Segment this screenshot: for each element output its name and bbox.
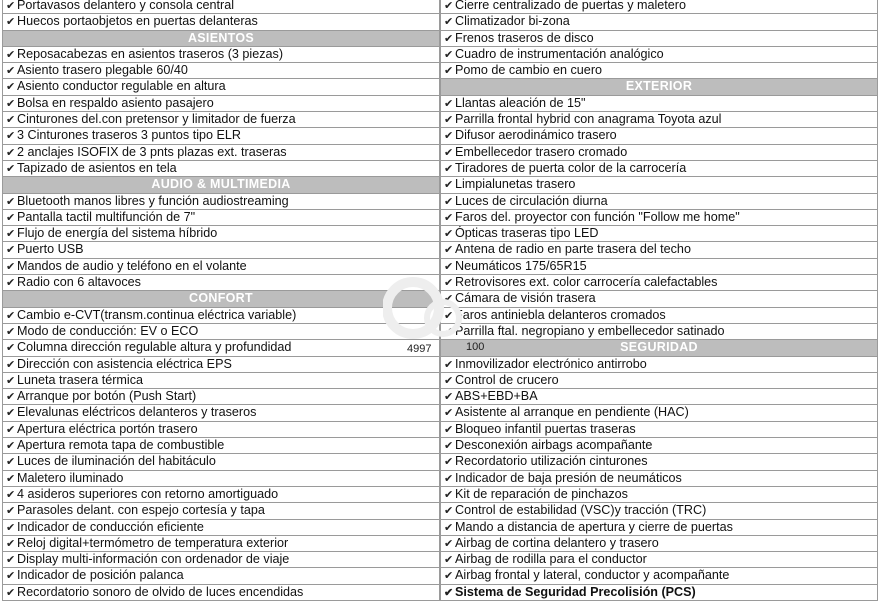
equipment-item xyxy=(2,308,440,324)
equipment-item-label: Dirección con asistencia eléctrica EPS xyxy=(17,356,232,371)
equipment-item xyxy=(2,96,440,112)
equipment-item xyxy=(440,210,878,226)
checkmark-icon: ✔ xyxy=(6,325,16,338)
equipment-item xyxy=(2,568,440,584)
equipment-item xyxy=(440,242,878,258)
equipment-item xyxy=(440,373,878,389)
checkmark-icon: ✔ xyxy=(6,456,16,469)
equipment-item-label: Parrilla frontal hybrid con anagrama Toyota azul xyxy=(455,112,722,127)
equipment-item xyxy=(2,112,440,128)
equipment-item-label: Arranque por botón (Push Start) xyxy=(17,389,197,404)
equipment-item xyxy=(440,389,878,405)
checkmark-icon: ✔ xyxy=(6,342,16,355)
equipment-item xyxy=(2,275,440,291)
equipment-item xyxy=(2,0,440,14)
equipment-item xyxy=(440,63,878,79)
checkmark-icon: ✔ xyxy=(6,505,16,518)
equipment-item xyxy=(440,291,878,307)
checkmark-icon: ✔ xyxy=(6,423,16,436)
checkmark-icon: ✔ xyxy=(6,114,16,127)
checkmark-icon: ✔ xyxy=(444,97,454,110)
checkmark-icon: ✔ xyxy=(444,423,454,436)
equipment-item xyxy=(2,145,440,161)
equipment-item xyxy=(440,112,878,128)
checkmark-icon: ✔ xyxy=(444,488,454,501)
checkmark-icon: ✔ xyxy=(444,32,454,45)
checkmark-icon: ✔ xyxy=(444,277,454,290)
checkmark-icon: ✔ xyxy=(6,0,16,12)
equipment-item-label: Control de estabilidad (VSC)y tracción (TRC) xyxy=(455,503,707,518)
equipment-item xyxy=(2,536,440,552)
checkmark-icon: ✔ xyxy=(444,570,454,583)
equipment-item-label: Airbag de cortina delantero y trasero xyxy=(455,535,659,550)
equipment-item xyxy=(2,520,440,536)
equipment-item xyxy=(2,585,440,601)
equipment-item-label: Bolsa en respaldo asiento pasajero xyxy=(17,95,214,110)
equipment-item-label: Cambio e-CVT(transm.continua eléctrica variable) xyxy=(17,307,297,322)
section-header: EXTERIOR xyxy=(440,79,878,95)
equipment-item-label: ABS+EBD+BA xyxy=(455,389,538,404)
checkmark-icon: ✔ xyxy=(6,81,16,94)
equipment-item-label: Airbag frontal y lateral, conductor y acompañante xyxy=(455,568,730,583)
equipment-item-label: Luces de iluminación del habitáculo xyxy=(17,454,216,469)
section-header: ASIENTOS xyxy=(2,31,440,47)
equipment-column-right xyxy=(440,0,878,601)
equipment-sheet xyxy=(2,0,878,601)
equipment-item-label: Neumáticos 175/65R15 xyxy=(455,258,587,273)
equipment-item xyxy=(2,47,440,63)
equipment-item xyxy=(440,471,878,487)
section-header: AUDIO & MULTIMEDIA xyxy=(2,177,440,193)
equipment-item-label: Asiento trasero plegable 60/40 xyxy=(17,63,188,78)
equipment-item-label: Ópticas traseras tipo LED xyxy=(455,226,599,241)
equipment-item xyxy=(2,552,440,568)
equipment-item xyxy=(2,357,440,373)
equipment-item-label: Flujo de energía del sistema híbrido xyxy=(17,226,218,241)
equipment-item xyxy=(440,438,878,454)
equipment-item-label: Retrovisores ext. color carrocería calefactables xyxy=(455,275,718,290)
checkmark-icon: ✔ xyxy=(444,179,454,192)
checkmark-icon: ✔ xyxy=(444,260,454,273)
checkmark-icon: ✔ xyxy=(6,488,16,501)
equipment-item-label: Portavasos delantero y consola central xyxy=(17,0,235,12)
checkmark-icon: ✔ xyxy=(444,358,454,371)
equipment-item xyxy=(2,210,440,226)
equipment-item xyxy=(440,194,878,210)
equipment-item-label: Cámara de visión trasera xyxy=(455,291,596,306)
equipment-item-label: Antena de radio en parte trasera del techo xyxy=(455,242,691,257)
checkmark-icon: ✔ xyxy=(6,374,16,387)
checkmark-icon: ✔ xyxy=(6,554,16,567)
checkmark-icon: ✔ xyxy=(444,554,454,567)
equipment-item xyxy=(2,405,440,421)
checkmark-icon: ✔ xyxy=(444,146,454,159)
equipment-item-label: Recordatorio utilización cinturones xyxy=(455,454,648,469)
checkmark-icon: ✔ xyxy=(6,211,16,224)
equipment-item-label: Tapizado de asientos en tela xyxy=(17,160,177,175)
equipment-item-label: Indicador de posición palanca xyxy=(17,568,184,583)
checkmark-icon: ✔ xyxy=(444,65,454,78)
equipment-item-label: Cuadro de instrumentación analógico xyxy=(455,46,664,61)
equipment-item xyxy=(2,14,440,30)
equipment-item xyxy=(440,47,878,63)
equipment-item-label: Asistente al arranque en pendiente (HAC) xyxy=(455,405,689,420)
equipment-item xyxy=(440,536,878,552)
equipment-item-label: Parrilla ftal. negropiano y embellecedor satinado xyxy=(455,323,725,338)
equipment-item-label: Recordatorio sonoro de olvido de luces encendidas xyxy=(17,584,304,599)
equipment-item-label: 3 Cinturones traseros 3 puntos tipo ELR xyxy=(17,128,242,143)
equipment-item xyxy=(2,194,440,210)
equipment-item xyxy=(2,79,440,95)
checkmark-icon: ✔ xyxy=(6,586,16,599)
equipment-item-label: Indicador de conducción eficiente xyxy=(17,519,204,534)
checkmark-icon: ✔ xyxy=(6,472,16,485)
equipment-item xyxy=(2,259,440,275)
equipment-item-label: Faros del. proyector con función "Follow me home" xyxy=(455,209,740,224)
equipment-item-label: Difusor aerodinámico trasero xyxy=(455,128,617,143)
equipment-item xyxy=(440,454,878,470)
equipment-item-label: Cinturones del.con pretensor y limitador de fuerza xyxy=(17,112,296,127)
equipment-item xyxy=(2,471,440,487)
equipment-item-label: Sistema de Seguridad Precolisión (PCS) xyxy=(455,584,696,599)
checkmark-icon: ✔ xyxy=(444,440,454,453)
checkmark-icon: ✔ xyxy=(6,407,16,420)
equipment-item xyxy=(440,161,878,177)
equipment-item-label: Apertura remota tapa de combustible xyxy=(17,438,225,453)
checkmark-icon: ✔ xyxy=(6,309,16,322)
equipment-item-label: Pantalla tactil multifunción de 7" xyxy=(17,209,196,224)
equipment-item-label: Llantas aleación de 15" xyxy=(455,95,586,110)
checkmark-icon: ✔ xyxy=(6,195,16,208)
checkmark-icon: ✔ xyxy=(6,48,16,61)
equipment-item xyxy=(440,177,878,193)
equipment-column-left xyxy=(2,0,440,601)
checkmark-icon: ✔ xyxy=(444,309,454,322)
checkmark-icon: ✔ xyxy=(6,228,16,241)
equipment-item-label: Airbag de rodilla para el conductor xyxy=(455,552,647,567)
equipment-item-label: Bluetooth manos libres y función audiostreaming xyxy=(17,193,289,208)
checkmark-icon: ✔ xyxy=(444,0,454,12)
section-header: SEGURIDAD xyxy=(440,340,878,356)
equipment-item-label: Indicador de baja presión de neumáticos xyxy=(455,470,682,485)
checkmark-icon: ✔ xyxy=(444,293,454,306)
equipment-item-label: 2 anclajes ISOFIX de 3 pnts plazas ext. traseras xyxy=(17,144,287,159)
equipment-item-label: Columna dirección regulable altura y profundidad xyxy=(17,340,292,355)
checkmark-icon: ✔ xyxy=(444,586,454,599)
equipment-item-label: Faros antiniebla delanteros cromados xyxy=(455,307,666,322)
checkmark-icon: ✔ xyxy=(6,244,16,257)
equipment-item-label: Radio con 6 altavoces xyxy=(17,275,141,290)
checkmark-icon: ✔ xyxy=(444,521,454,534)
equipment-item xyxy=(440,259,878,275)
equipment-item-label: Cierre centralizado de puertas y maletero xyxy=(455,0,686,12)
equipment-item xyxy=(440,275,878,291)
checkmark-icon: ✔ xyxy=(444,374,454,387)
equipment-item-label: Reposacabezas en asientos traseros (3 piezas) xyxy=(17,46,284,61)
checkmark-icon: ✔ xyxy=(6,358,16,371)
equipment-item-label: Apertura eléctrica portón trasero xyxy=(17,421,198,436)
equipment-item xyxy=(2,389,440,405)
equipment-item xyxy=(2,128,440,144)
equipment-item xyxy=(440,226,878,242)
equipment-item-label: Mando a distancia de apertura y cierre de puertas xyxy=(455,519,733,534)
equipment-item-label: Modo de conducción: EV o ECO xyxy=(17,323,199,338)
checkmark-icon: ✔ xyxy=(6,537,16,550)
checkmark-icon: ✔ xyxy=(444,505,454,518)
checkmark-icon: ✔ xyxy=(444,211,454,224)
checkmark-icon: ✔ xyxy=(444,114,454,127)
equipment-item-label: Control de crucero xyxy=(455,372,559,387)
checkmark-icon: ✔ xyxy=(444,195,454,208)
equipment-item-label: Display multi-información con ordenador de viaje xyxy=(17,552,290,567)
equipment-item xyxy=(2,373,440,389)
equipment-item xyxy=(440,520,878,536)
equipment-item-label: Asiento conductor regulable en altura xyxy=(17,79,226,94)
equipment-item xyxy=(440,405,878,421)
checkmark-icon: ✔ xyxy=(6,162,16,175)
equipment-item xyxy=(440,324,878,340)
equipment-item-label: Bloqueo infantil puertas traseras xyxy=(455,421,636,436)
equipment-item xyxy=(2,503,440,519)
equipment-item xyxy=(2,487,440,503)
checkmark-icon: ✔ xyxy=(444,16,454,29)
checkmark-icon: ✔ xyxy=(6,277,16,290)
checkmark-icon: ✔ xyxy=(444,325,454,338)
equipment-item-label: Kit de reparación de pinchazos xyxy=(455,486,628,501)
equipment-item xyxy=(2,242,440,258)
checkmark-icon: ✔ xyxy=(6,570,16,583)
checkmark-icon: ✔ xyxy=(444,162,454,175)
equipment-item-label: Elevalunas eléctricos delanteros y traseros xyxy=(17,405,257,420)
checkmark-icon: ✔ xyxy=(444,456,454,469)
checkmark-icon: ✔ xyxy=(6,130,16,143)
checkmark-icon: ✔ xyxy=(6,260,16,273)
equipment-item xyxy=(2,340,440,356)
equipment-item-label: 4 asideros superiores con retorno amortiguado xyxy=(17,486,279,501)
checkmark-icon: ✔ xyxy=(6,440,16,453)
equipment-item xyxy=(440,128,878,144)
equipment-item-label: Luneta trasera térmica xyxy=(17,372,143,387)
equipment-item-label: Frenos traseros de disco xyxy=(455,30,594,45)
checkmark-icon: ✔ xyxy=(6,521,16,534)
equipment-item-label: Puerto USB xyxy=(17,242,84,257)
watermark-number-right: 100 xyxy=(466,341,485,353)
checkmark-icon: ✔ xyxy=(6,16,16,29)
section-header: CONFORT xyxy=(2,291,440,307)
equipment-item xyxy=(2,454,440,470)
equipment-item-label: Reloj digital+termómetro de temperatura exterior xyxy=(17,535,289,550)
equipment-item-label: Desconexión airbags acompañante xyxy=(455,438,653,453)
equipment-item-label: Limpialunetas trasero xyxy=(455,177,576,192)
checkmark-icon: ✔ xyxy=(6,65,16,78)
checkmark-icon: ✔ xyxy=(444,244,454,257)
equipment-item-label: Huecos portaobjetos en puertas delanteras xyxy=(17,14,258,29)
equipment-item xyxy=(2,63,440,79)
checkmark-icon: ✔ xyxy=(444,48,454,61)
equipment-item-label: Tiradores de puerta color de la carrocería xyxy=(455,160,687,175)
checkmark-icon: ✔ xyxy=(444,407,454,420)
equipment-item xyxy=(2,324,440,340)
equipment-item xyxy=(2,161,440,177)
equipment-item xyxy=(440,568,878,584)
checkmark-icon: ✔ xyxy=(6,146,16,159)
equipment-item-label: Maletero iluminado xyxy=(17,470,124,485)
watermark-number-left: 4997 xyxy=(407,343,432,355)
checkmark-icon: ✔ xyxy=(6,97,16,110)
equipment-item xyxy=(2,226,440,242)
checkmark-icon: ✔ xyxy=(444,130,454,143)
equipment-item-label: Luces de circulación diurna xyxy=(455,193,608,208)
equipment-item-label: Parasoles delant. con espejo cortesía y tapa xyxy=(17,503,265,518)
equipment-item xyxy=(440,0,878,14)
checkmark-icon: ✔ xyxy=(444,472,454,485)
equipment-item-label: Climatizador bi-zona xyxy=(455,14,570,29)
equipment-item-label: Pomo de cambio en cuero xyxy=(455,63,603,78)
equipment-item xyxy=(440,487,878,503)
equipment-item xyxy=(440,96,878,112)
equipment-item xyxy=(440,552,878,568)
equipment-item xyxy=(440,14,878,30)
equipment-item-label: Inmovilizador electrónico antirrobo xyxy=(455,356,647,371)
checkmark-icon: ✔ xyxy=(444,228,454,241)
checkmark-icon: ✔ xyxy=(444,391,454,404)
equipment-item xyxy=(440,145,878,161)
equipment-item xyxy=(440,503,878,519)
equipment-item xyxy=(440,422,878,438)
checkmark-icon: ✔ xyxy=(444,537,454,550)
equipment-item-label: Embellecedor trasero cromado xyxy=(455,144,628,159)
equipment-item xyxy=(440,357,878,373)
equipment-item xyxy=(440,31,878,47)
equipment-item xyxy=(440,308,878,324)
equipment-item xyxy=(2,438,440,454)
equipment-item xyxy=(440,585,878,601)
checkmark-icon: ✔ xyxy=(6,391,16,404)
equipment-item xyxy=(2,422,440,438)
equipment-item-label: Mandos de audio y teléfono en el volante xyxy=(17,258,247,273)
